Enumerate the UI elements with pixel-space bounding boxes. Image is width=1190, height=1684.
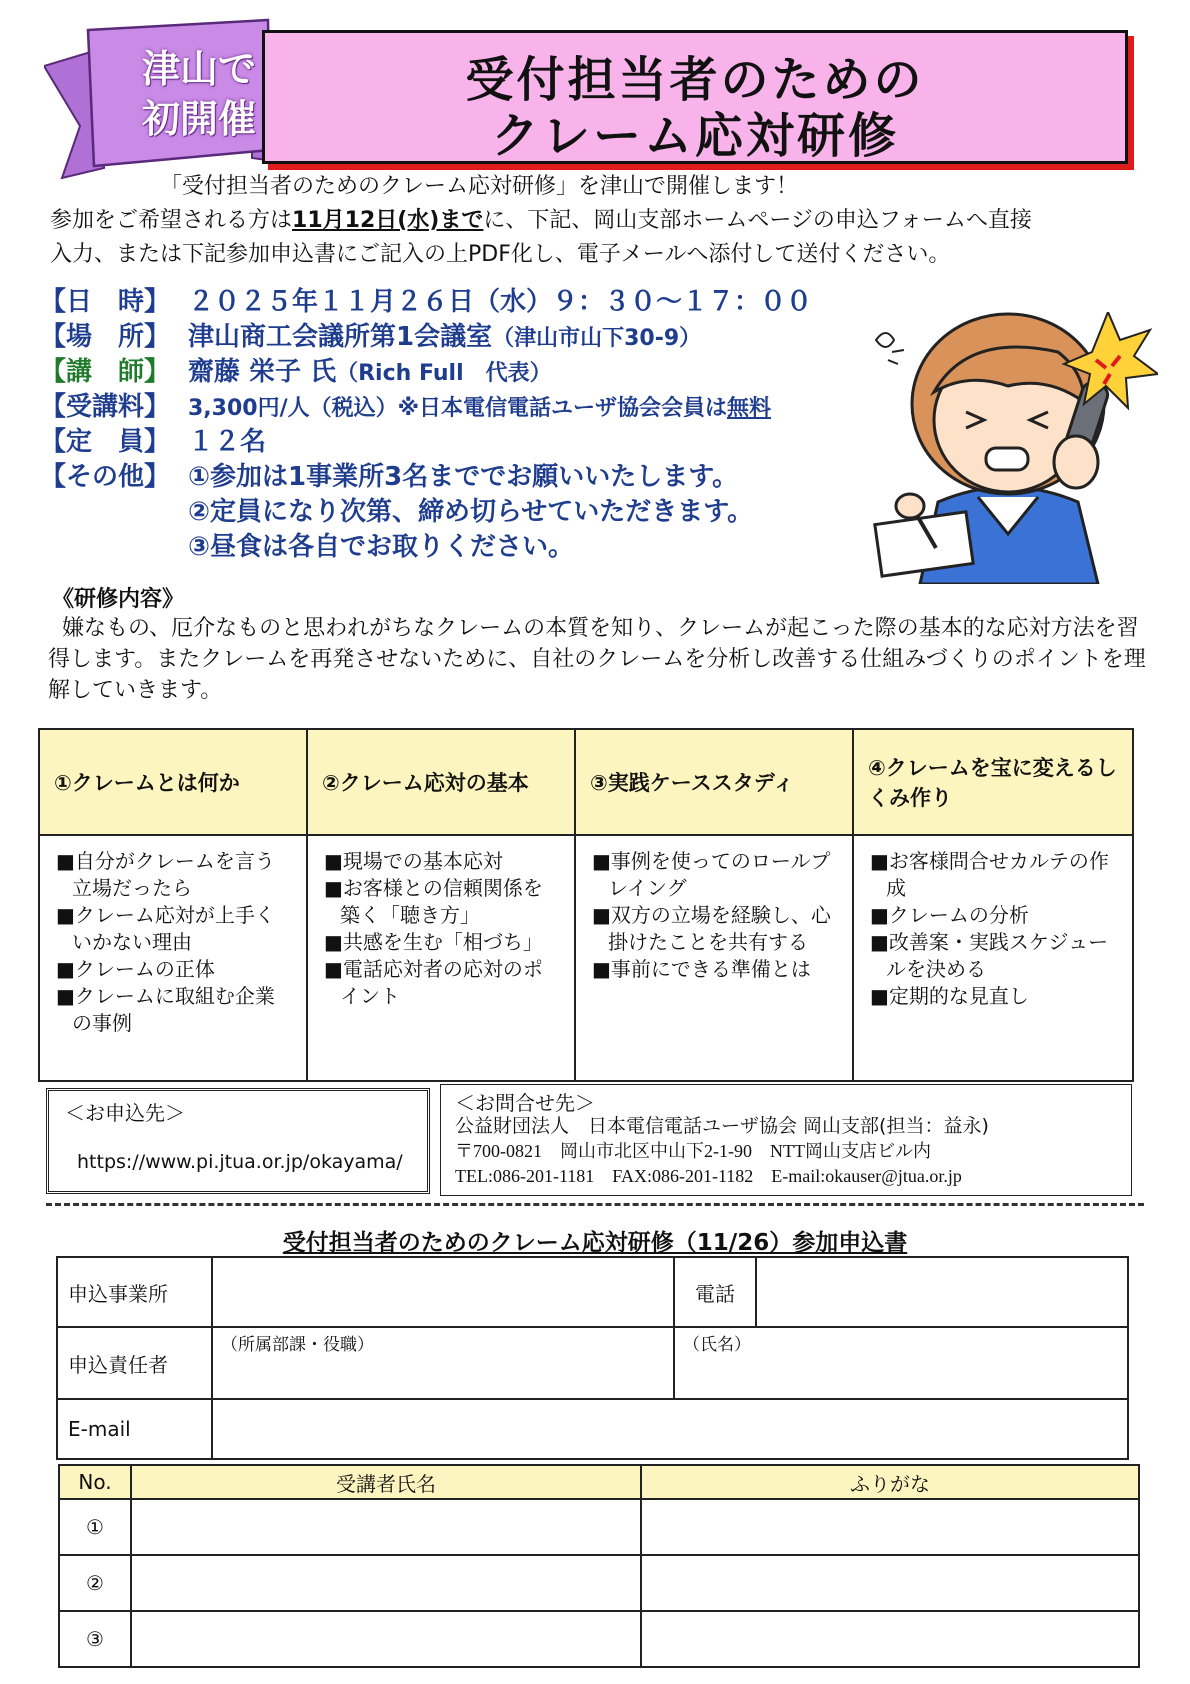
participant-kana-field[interactable] (641, 1499, 1139, 1555)
course-item: ■共感を生む「相づち」 (324, 930, 543, 954)
phone-label: 電話 (674, 1257, 756, 1327)
fee-label: 【受講料】 (40, 392, 171, 422)
form-title-text: 受付担当者のためのクレーム応対研修（11/26）参加申込書 (282, 1230, 908, 1256)
participant-kana-field[interactable] (641, 1555, 1139, 1611)
venue-label: 【場 所】 (40, 322, 171, 352)
participant-name-field[interactable] (131, 1499, 641, 1555)
lecturer-note: （Rich Full 代表） (336, 361, 552, 386)
participant-name-field[interactable] (131, 1611, 641, 1667)
apply-label: ＜お申込先＞ (65, 1101, 185, 1125)
course-4-items (853, 835, 1133, 1081)
fee-value: 3,300円/人（税込）※日本電信電話ユーザ協会会員は (188, 396, 728, 421)
course-3-items (575, 835, 853, 1081)
course-2-items (307, 835, 575, 1081)
other-label: 【その他】 (40, 462, 171, 492)
intro-line2 (50, 204, 1170, 238)
course-item: ■クレームの正体 (56, 957, 215, 981)
office-label: 申込事業所 (57, 1257, 212, 1327)
participant-row (59, 1499, 1139, 1555)
course-item: ■事前にできる準備とは (592, 957, 811, 981)
capacity-value: １２名 (188, 427, 267, 457)
intro-line2-pre: 参加をご希望される方は (50, 208, 293, 233)
name-hint: （氏名） (683, 1335, 751, 1355)
form-title (0, 1224, 1190, 1257)
application-form (56, 1256, 1129, 1460)
content-heading: 《研修内容》 (52, 587, 185, 612)
course-table (38, 728, 1134, 1082)
course-item: ■クレーム応対が上手くいかない理由 (56, 903, 275, 954)
intro-line1: 「受付担当者のためのクレーム応対研修」を津山で開催します！ (160, 174, 799, 199)
course-1-title: ①クレームとは何か (39, 729, 307, 835)
course-item: ■お客様との信頼関係を築く「聴き方」 (324, 876, 543, 927)
course-item: ■クレームの分析 (870, 903, 1029, 927)
cut-line (46, 1203, 1144, 1206)
fee-free: 無料 (727, 396, 772, 421)
info-capacity (40, 425, 812, 460)
inquiry-contact: TEL:086-201-1181 FAX:086-201-1182 E-mail:okauser@jtua.or.jp (455, 1166, 962, 1186)
course-item: ■改善案・実践スケジュールを決める (870, 930, 1109, 981)
title-box (262, 30, 1128, 164)
intro-line2-post: に、下記、岡山支部ホームページの申込フォームへ直接 (483, 208, 1032, 233)
phone-field[interactable] (756, 1257, 1128, 1327)
col-no: No. (59, 1465, 131, 1499)
course-item: ■電話応対者の応対のポイント (324, 957, 543, 1008)
venue-note: （津山市山下30-9） (492, 326, 702, 351)
capacity-label: 【定 員】 (40, 427, 171, 457)
course-item: ■定期的な見直し (870, 984, 1029, 1008)
course-header-row (39, 729, 1133, 835)
deadline: 11月12日(水)まで (292, 208, 484, 233)
intro-line3: 入力、または下記参加申込書にご記入の上PDF化し、電子メールへ添付して送付ください。 (50, 242, 951, 267)
dept-field[interactable] (212, 1327, 674, 1399)
apply-url[interactable]: https://www.pi.jtua.or.jp/okayama/ (77, 1151, 403, 1173)
title-line2: クレーム応対研修 (490, 108, 899, 164)
other-item-3: ③昼食は各自でお取りください。 (188, 532, 575, 562)
participant-row (59, 1555, 1139, 1611)
manager-label: 申込責任者 (57, 1327, 212, 1399)
other-item-1: ①参加は1事業所3名まででお願いいたします。 (188, 462, 739, 492)
intro-text (50, 170, 1170, 272)
email-label: E-mail (57, 1399, 212, 1459)
row-number: ① (59, 1499, 131, 1555)
email-field[interactable] (212, 1399, 1128, 1459)
col-name: 受講者氏名 (131, 1465, 641, 1499)
event-info (40, 285, 812, 565)
participant-table (58, 1464, 1140, 1668)
inquiry-org: 公益財団法人 日本電信電話ユーザ協会 岡山支部(担当：益永) (455, 1115, 989, 1137)
course-2-title: ②クレーム応対の基本 (307, 729, 575, 835)
info-fee (40, 390, 812, 425)
date-label: 【日 時】 (40, 287, 171, 317)
title-line1: 受付担当者のための (465, 52, 925, 108)
dept-hint: （所属部課・役職） (221, 1335, 374, 1355)
participant-kana-field[interactable] (641, 1611, 1139, 1667)
date-value: ２０２５年１１月２６日（水）９：３０〜１７：００ (188, 287, 813, 317)
course-item: ■クレームに取組む企業の事例 (56, 984, 275, 1035)
row-number: ② (59, 1555, 131, 1611)
course-item: ■お客様問合せカルテの作成 (870, 849, 1109, 900)
lecturer-value: 齋藤 栄子 氏 (188, 357, 337, 387)
inquiry-label: ＜お問合せ先＞ (455, 1091, 595, 1115)
content-description (48, 613, 1148, 706)
course-item: ■現場での基本応対 (324, 849, 503, 873)
row-number: ③ (59, 1611, 131, 1667)
lecturer-label: 【講 師】 (40, 357, 171, 387)
course-3-title: ③実践ケーススタディ (575, 729, 853, 835)
info-venue (40, 320, 812, 355)
course-item: ■事例を使ってのロールプレイング (592, 849, 831, 900)
col-kana: ふりがな (641, 1465, 1139, 1499)
ribbon-line2: 初開催 (141, 97, 256, 141)
info-other (40, 460, 812, 495)
inquiry-address: 〒700-0821 岡山市北区中山下2-1-90 NTT岡山支店ビル内 (455, 1141, 931, 1161)
info-date (40, 285, 812, 320)
participant-row (59, 1611, 1139, 1667)
content-text: 嫌なもの、厄介なものと思われがちなクレームの本質を知り、クレームが起こった際の基本的な応対方法を習得します。またクレームを再発させないために、自社のクレームを分析し改善する仕組みづくりのポイントを理解していきます。 (48, 616, 1146, 703)
course-1-items (39, 835, 307, 1081)
course-item: ■双方の立場を経験し、心掛けたことを共有する (592, 903, 831, 954)
info-lecturer (40, 355, 812, 390)
participant-name-field[interactable] (131, 1555, 641, 1611)
course-item: ■自分がクレームを言う立場だったら (56, 849, 275, 900)
inquiry-box (440, 1084, 1132, 1196)
ribbon-line1: 津山で (141, 47, 256, 91)
course-4-title: ④クレームを宝に変えるしくみ作り (853, 729, 1133, 835)
phone-woman-illustration (858, 312, 1158, 588)
other-item-2: ②定員になり次第、締め切らせていただきます。 (188, 497, 754, 527)
apply-box (46, 1088, 430, 1194)
office-field[interactable] (212, 1257, 674, 1327)
participant-header (59, 1465, 1139, 1499)
venue-value: 津山商工会議所第1会議室 (188, 322, 493, 352)
stressed-operator-icon (858, 312, 1158, 584)
course-body-row (39, 835, 1133, 1081)
name-field[interactable] (674, 1327, 1128, 1399)
